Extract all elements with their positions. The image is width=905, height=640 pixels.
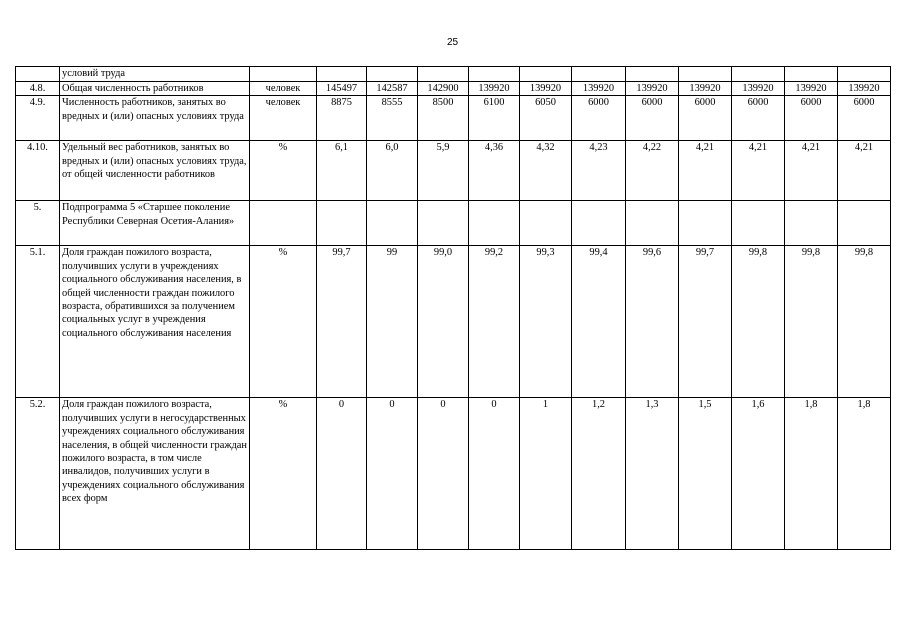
value-cell: 139920 <box>732 82 785 96</box>
value-cell: 1,2 <box>572 398 626 550</box>
value-cell: 0 <box>469 398 520 550</box>
row-number-cell: 5.1. <box>16 246 60 398</box>
value-cell: 99,8 <box>838 246 891 398</box>
value-cell: 6050 <box>520 96 572 141</box>
value-cell <box>679 67 732 82</box>
unit-cell: % <box>250 398 317 550</box>
indicators-table <box>15 66 891 550</box>
indicator-name-cell: Подпрограмма 5 «Старшее поколение Республики Северная Осетия-Алания» <box>60 201 250 246</box>
value-cell <box>418 201 469 246</box>
value-cell: 99,4 <box>572 246 626 398</box>
page-number: 25 <box>446 37 459 48</box>
indicator-name-cell: Доля граждан пожилого возраста, получивших услуги в негосударственных учреждениях социального обслуживания населения, в общей численности граждан пожилого возраста, в том числе инвалидов, получивших услуги в учреждениях социального обслуживания всех форм <box>60 398 250 550</box>
unit-cell <box>250 201 317 246</box>
indicator-name-cell: условий труда <box>60 67 250 82</box>
value-cell: 6,0 <box>367 141 418 201</box>
value-cell: 139920 <box>626 82 679 96</box>
value-cell <box>679 201 732 246</box>
value-cell: 6000 <box>679 96 732 141</box>
table-row <box>16 67 891 82</box>
value-cell: 139920 <box>838 82 891 96</box>
unit-cell: % <box>250 141 317 201</box>
indicator-name-cell: Общая численность работников <box>60 82 250 96</box>
value-cell <box>572 67 626 82</box>
value-cell <box>469 201 520 246</box>
table-row <box>16 96 891 141</box>
value-cell: 99,0 <box>418 246 469 398</box>
value-cell: 8875 <box>317 96 367 141</box>
value-cell: 6000 <box>838 96 891 141</box>
value-cell: 142587 <box>367 82 418 96</box>
value-cell <box>626 67 679 82</box>
value-cell <box>520 67 572 82</box>
value-cell: 0 <box>317 398 367 550</box>
indicator-name-cell: Доля граждан пожилого возраста, получивших услуги в учреждениях социального обслуживания населения, в общей численности граждан пожилого возраста, обратившихся за получением социальных услуг в учреждения социального обслуживания населения <box>60 246 250 398</box>
value-cell: 99,8 <box>785 246 838 398</box>
value-cell: 4,21 <box>732 141 785 201</box>
value-cell: 99,8 <box>732 246 785 398</box>
value-cell: 142900 <box>418 82 469 96</box>
row-number-cell <box>16 67 60 82</box>
unit-cell: человек <box>250 96 317 141</box>
value-cell: 4,21 <box>679 141 732 201</box>
value-cell: 1,6 <box>732 398 785 550</box>
value-cell: 99 <box>367 246 418 398</box>
value-cell: 99,3 <box>520 246 572 398</box>
value-cell <box>367 201 418 246</box>
indicator-name-cell: Численность работников, занятых во вредных и (или) опасных условиях труда <box>60 96 250 141</box>
value-cell <box>838 201 891 246</box>
row-number-cell: 4.9. <box>16 96 60 141</box>
value-cell: 139920 <box>469 82 520 96</box>
value-cell: 1,8 <box>838 398 891 550</box>
value-cell: 4,23 <box>572 141 626 201</box>
table-row <box>16 82 891 96</box>
value-cell: 5,9 <box>418 141 469 201</box>
row-number-cell: 5.2. <box>16 398 60 550</box>
value-cell: 99,6 <box>626 246 679 398</box>
value-cell: 139920 <box>785 82 838 96</box>
value-cell: 4,21 <box>785 141 838 201</box>
value-cell <box>317 201 367 246</box>
value-cell: 4,32 <box>520 141 572 201</box>
unit-cell <box>250 67 317 82</box>
value-cell: 1,3 <box>626 398 679 550</box>
unit-cell: человек <box>250 82 317 96</box>
row-number-cell: 4.8. <box>16 82 60 96</box>
value-cell: 139920 <box>679 82 732 96</box>
value-cell: 99,7 <box>317 246 367 398</box>
value-cell <box>520 201 572 246</box>
value-cell <box>838 67 891 82</box>
row-number-cell: 5. <box>16 201 60 246</box>
value-cell <box>469 67 520 82</box>
value-cell: 4,36 <box>469 141 520 201</box>
value-cell <box>572 201 626 246</box>
value-cell <box>732 201 785 246</box>
table-row <box>16 201 891 246</box>
indicator-name-cell: Удельный вес работников, занятых во вредных и (или) опасных условиях труда, от общей численности работников <box>60 141 250 201</box>
value-cell: 6000 <box>572 96 626 141</box>
value-cell: 1,8 <box>785 398 838 550</box>
value-cell: 1 <box>520 398 572 550</box>
value-cell: 145497 <box>317 82 367 96</box>
value-cell: 6000 <box>785 96 838 141</box>
value-cell <box>317 67 367 82</box>
value-cell: 4,21 <box>838 141 891 201</box>
value-cell: 4,22 <box>626 141 679 201</box>
value-cell <box>367 67 418 82</box>
value-cell: 6100 <box>469 96 520 141</box>
table-row <box>16 141 891 201</box>
value-cell: 6,1 <box>317 141 367 201</box>
value-cell <box>785 201 838 246</box>
value-cell: 0 <box>418 398 469 550</box>
value-cell: 1,5 <box>679 398 732 550</box>
value-cell: 8555 <box>367 96 418 141</box>
value-cell <box>785 67 838 82</box>
value-cell: 6000 <box>732 96 785 141</box>
row-number-cell: 4.10. <box>16 141 60 201</box>
value-cell: 99,2 <box>469 246 520 398</box>
value-cell: 99,7 <box>679 246 732 398</box>
value-cell: 8500 <box>418 96 469 141</box>
table-row <box>16 246 891 398</box>
value-cell <box>626 201 679 246</box>
value-cell: 0 <box>367 398 418 550</box>
value-cell: 139920 <box>520 82 572 96</box>
unit-cell: % <box>250 246 317 398</box>
value-cell: 6000 <box>626 96 679 141</box>
value-cell <box>418 67 469 82</box>
table-row <box>16 398 891 550</box>
value-cell: 139920 <box>572 82 626 96</box>
value-cell <box>732 67 785 82</box>
